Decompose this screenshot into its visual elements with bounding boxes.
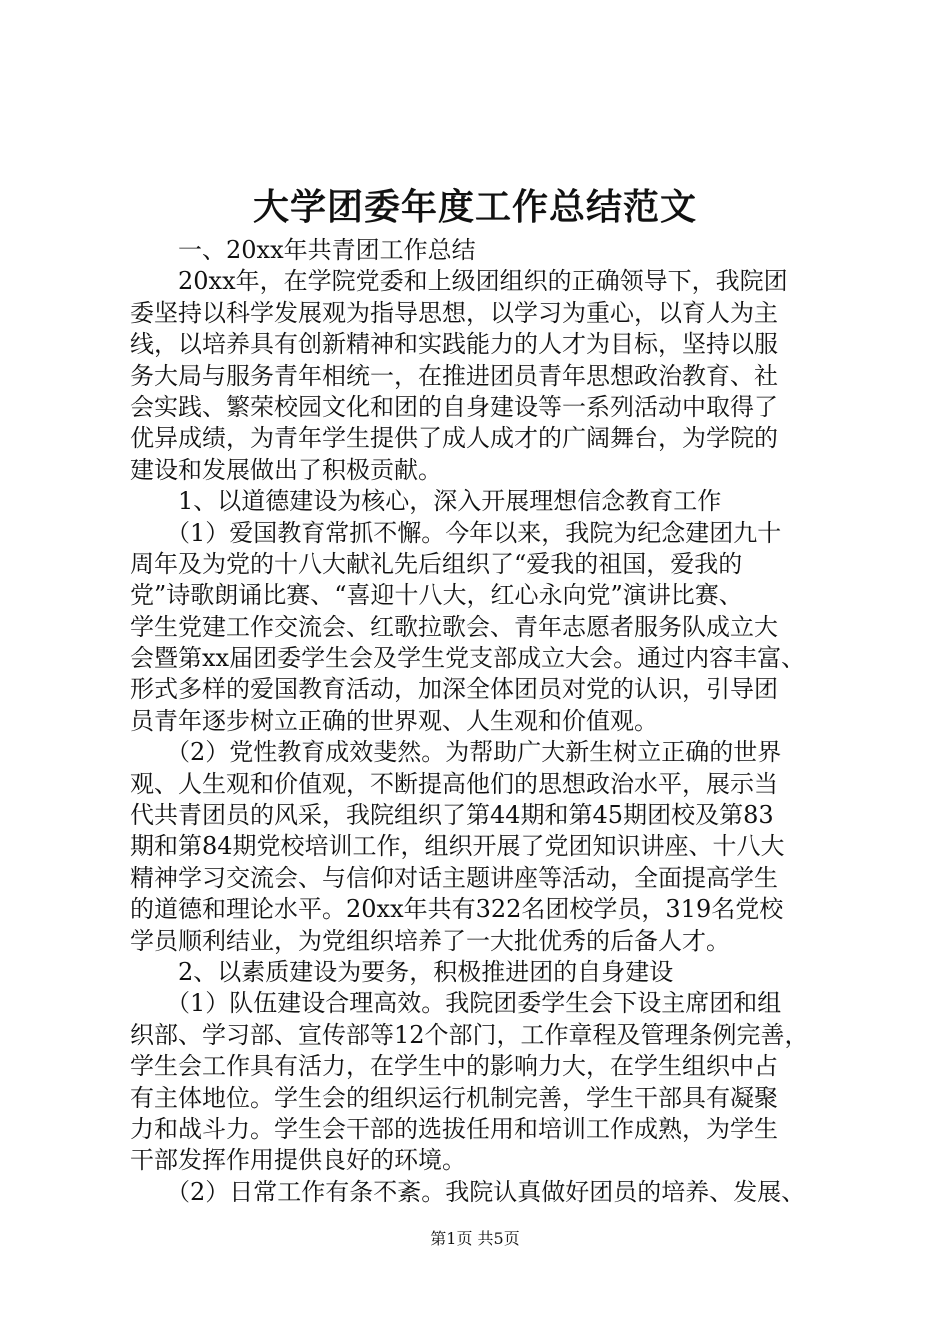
- body-line: 周年及为党的十八大献礼先后组织了“爱我的祖国，爱我的: [130, 549, 743, 578]
- body-line: 务大局与服务青年相统一，在推进团员青年思想政治教育、社: [130, 361, 778, 390]
- body-line: 的道德和理论水平。20xx年共有322名团校学员，319名党校: [130, 895, 784, 924]
- body-line: 优异成绩，为青年学生提供了成人成才的广阔舞台，为学院的: [130, 424, 778, 453]
- body-line: 委坚持以科学发展观为指导思想，以学习为重心，以育人为主: [130, 298, 778, 327]
- body-line: 形式多样的爱国教育活动，加深全体团员对党的认识，引导团: [130, 675, 778, 704]
- page-footer: 第1页 共5页: [430, 1229, 520, 1248]
- body-line: 有主体地位。学生会的组织运行机制完善，学生干部具有凝聚: [130, 1083, 778, 1112]
- document-body: [130, 235, 850, 1208]
- body-line: 党”诗歌朗诵比赛、“喜迎十八大，红心永向党”演讲比赛、: [130, 581, 743, 610]
- body-line: 1、以道德建设为核心，深入开展理想信念教育工作: [130, 487, 722, 516]
- body-line: 学员顺利结业，为党组织培养了一大批优秀的后备人才。: [130, 926, 730, 955]
- body-line: 员青年逐步树立正确的世界观、人生观和价值观。: [130, 706, 658, 735]
- body-line: 代共青团员的风采，我院组织了第44期和第45期团校及第83: [130, 801, 774, 830]
- body-line: 学生会工作具有活力，在学生中的影响力大，在学生组织中占: [130, 1052, 778, 1081]
- body-line: （2）日常工作有条不紊。我院认真做好团员的培养、发展、: [130, 1177, 806, 1206]
- body-line: 会实践、繁荣校园文化和团的自身建设等一系列活动中取得了: [130, 392, 778, 421]
- body-line: 会暨第xx届团委学生会及学生党支部成立大会。通过内容丰富、: [130, 644, 806, 673]
- body-line: 干部发挥作用提供良好的环境。: [130, 1146, 466, 1175]
- body-line: 学生党建工作交流会、红歌拉歌会、青年志愿者服务队成立大: [130, 612, 778, 641]
- body-line: 线，以培养具有创新精神和实践能力的人才为目标，坚持以服: [130, 330, 778, 359]
- body-line: （1）爱国教育常抓不懈。今年以来，我院为纪念建团九十: [130, 518, 782, 547]
- body-line: 建设和发展做出了积极贡献。: [130, 455, 442, 484]
- body-line: 力和战斗力。学生会干部的选拔任用和培训工作成熟，为学生: [130, 1114, 778, 1143]
- body-line: 一、20xx年共青团工作总结: [130, 236, 476, 264]
- body-line: 织部、学习部、宣传部等12个部门，工作章程及管理条例完善，: [130, 1020, 809, 1049]
- body-line: 20xx年，在学院党委和上级团组织的正确领导下，我院团: [130, 267, 788, 296]
- document-title: 大学团委年度工作总结范文: [252, 186, 697, 228]
- body-line: 期和第84期党校培训工作，组织开展了党团知识讲座、十八大: [130, 832, 785, 861]
- body-line: 精神学习交流会、与信仰对话主题讲座等活动，全面提高学生: [130, 863, 778, 892]
- body-line: （2）党性教育成效斐然。为帮助广大新生树立正确的世界: [130, 738, 782, 767]
- body-line: 2、以素质建设为要务，积极推进团的自身建设: [130, 957, 674, 986]
- body-line: （1）队伍建设合理高效。我院团委学生会下设主席团和组: [130, 989, 782, 1018]
- body-line: 观、人生观和价值观，不断提高他们的思想政治水平，展示当: [130, 769, 778, 798]
